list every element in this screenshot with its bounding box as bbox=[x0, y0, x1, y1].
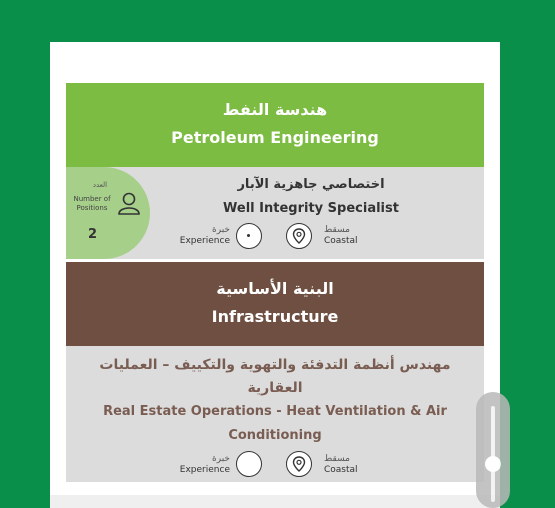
positions-badge bbox=[66, 167, 150, 259]
bottom-divider bbox=[50, 495, 500, 508]
job-title-ar: اختصاصي جاهزية الآبار bbox=[237, 177, 385, 192]
experience-icon bbox=[236, 223, 262, 249]
experience-label-en: Experience bbox=[179, 236, 230, 246]
job-listing-page bbox=[50, 42, 500, 508]
experience-label bbox=[178, 454, 230, 476]
section-title-en: Infrastructure bbox=[211, 307, 339, 326]
job-title-en: Real Estate Operations - Heat Ventilation & Air Conditioning bbox=[103, 404, 447, 443]
section-title-en: Petroleum Engineering bbox=[171, 128, 379, 147]
experience-label-ar: خبرة bbox=[212, 454, 230, 464]
zoom-slider[interactable] bbox=[476, 392, 510, 508]
section-title-ar: البنية الأساسية bbox=[216, 279, 334, 298]
zoom-slider-handle[interactable] bbox=[485, 456, 501, 472]
location-pin-icon bbox=[286, 223, 312, 249]
section-title-ar: هندسة النفط bbox=[222, 100, 328, 119]
zoom-slider-track bbox=[491, 406, 495, 502]
experience-label-ar: خبرة bbox=[212, 225, 230, 235]
experience-icon bbox=[236, 451, 262, 477]
experience-label-en: Experience bbox=[179, 465, 230, 475]
location-label-ar: مسقط bbox=[324, 225, 350, 235]
job-card-hvac[interactable] bbox=[66, 346, 484, 482]
job-title-en: Well Integrity Specialist bbox=[223, 201, 399, 216]
location-label-en: Coastal bbox=[324, 465, 358, 475]
positions-count: 2 bbox=[88, 227, 98, 242]
person-icon bbox=[116, 191, 142, 217]
positions-label-en: Number of Positions bbox=[73, 195, 111, 212]
location-label-ar: مسقط bbox=[324, 454, 350, 464]
location-label bbox=[324, 225, 358, 247]
section-header-petroleum bbox=[66, 83, 484, 167]
location-pin-icon bbox=[286, 451, 312, 477]
job-title-ar: مهندس أنظمة التدفئة والتهوية والتكييف – العمليات العقارية bbox=[99, 357, 451, 396]
location-label bbox=[324, 454, 358, 476]
section-header-infrastructure bbox=[66, 262, 484, 346]
job-card-well-integrity[interactable] bbox=[66, 167, 484, 259]
location-label-en: Coastal bbox=[324, 236, 358, 246]
positions-label-ar: العدد bbox=[92, 181, 108, 189]
experience-label bbox=[178, 225, 230, 247]
